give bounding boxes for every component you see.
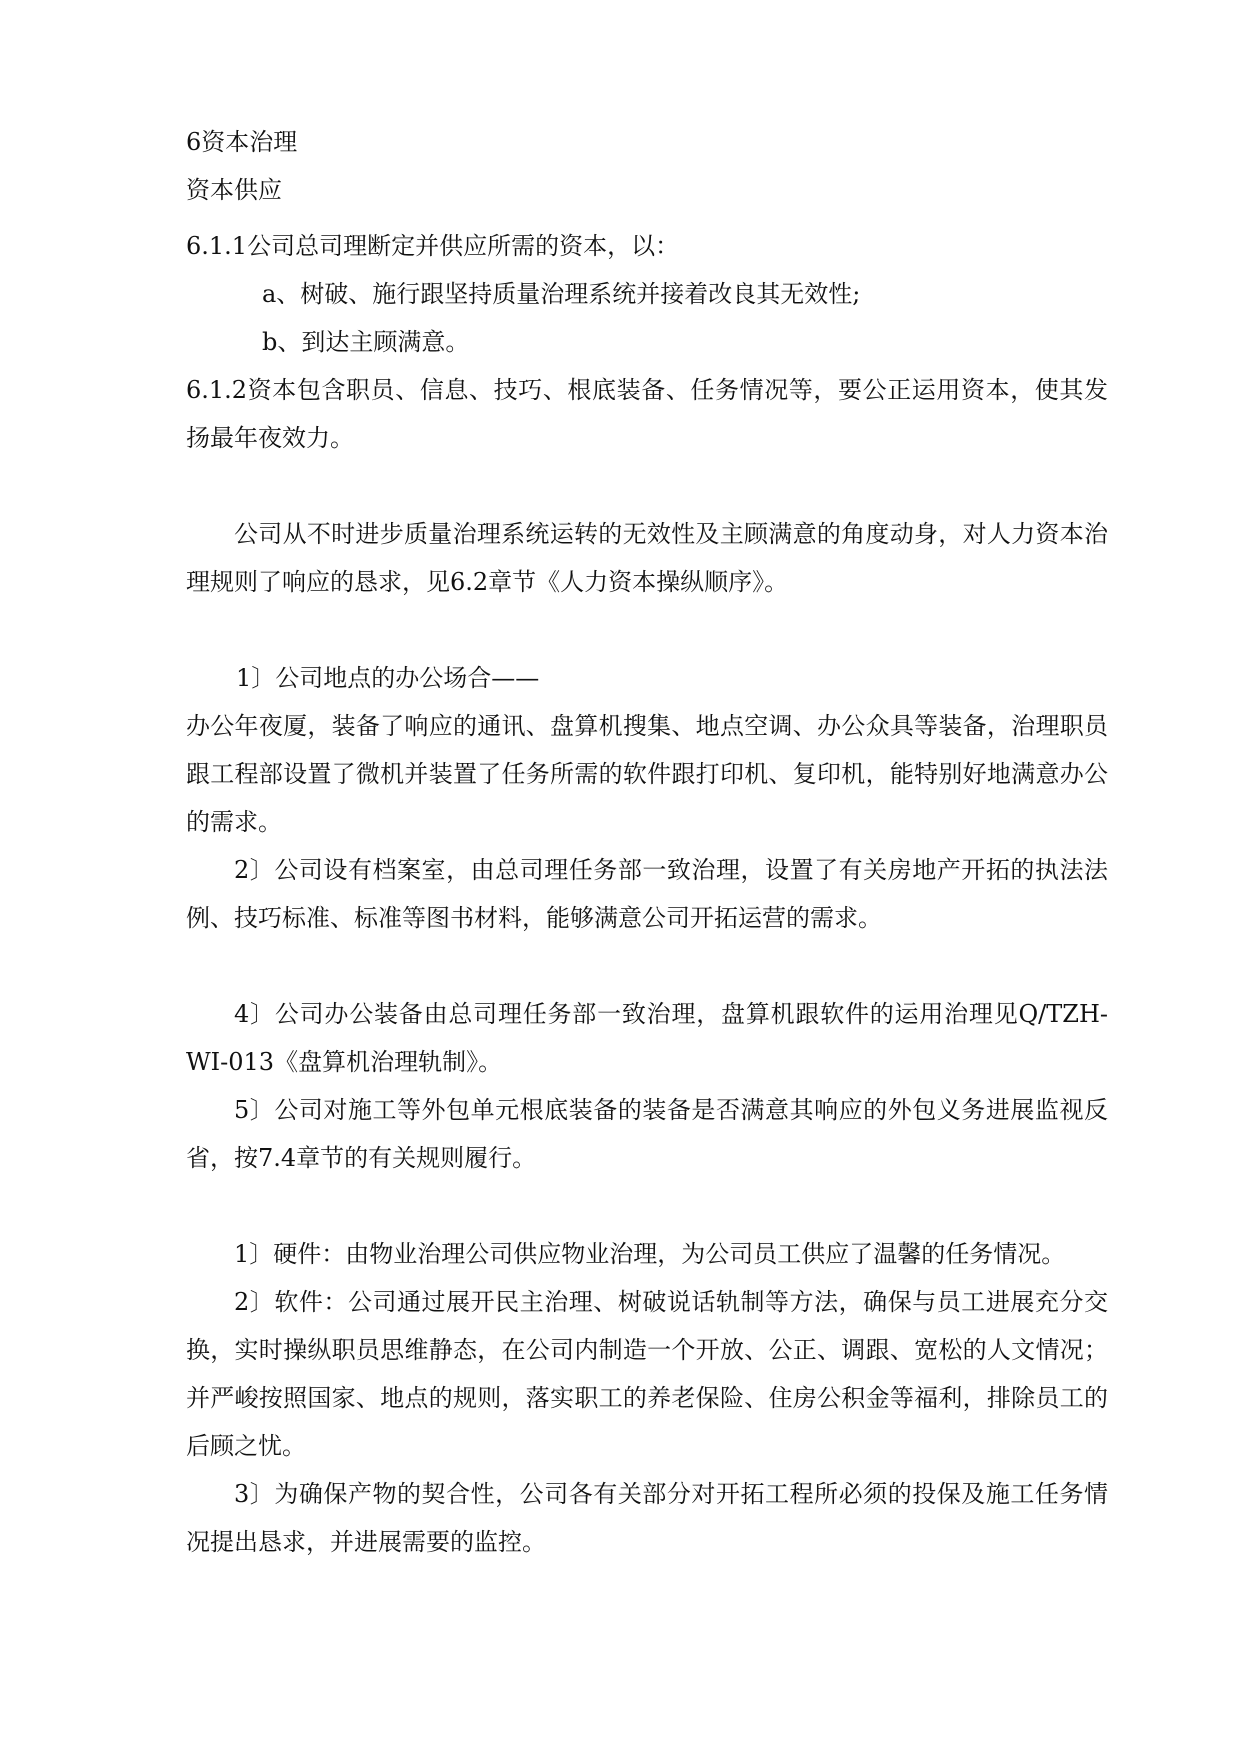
spacer <box>186 1182 1108 1230</box>
infrastructure-item-1-body: 办公年夜厦，装备了响应的通讯、盘算机搜集、地点空调、办公众具等装备，治理职员跟工程部设置了微机并装置了任务所需的软件跟打印机、复印机，能特别好地满意办公的需求。 <box>186 712 1108 836</box>
infrastructure-item-4: 4〕公司办公装备由总司理任务部一致治理，盘算机跟软件的运用治理见Q/TZH-WI-013《盘算机治理轨制》。 <box>186 1000 1108 1076</box>
spacer <box>186 462 1108 510</box>
clause-6-1-1-item-b: b、到达主顾满意。 <box>262 328 470 356</box>
clause-6-1-1-item-a: a、树破、施行跟坚持质量治理系统并接着改良其无效性; <box>262 280 861 308</box>
clause-6-1-2: 6.1.2资本包含职员、信息、技巧、根底装备、任务情况等，要公正运用资本，使其发扬最年夜效力。 <box>186 376 1108 452</box>
clause-6-1-1: 6.1.1公司总司理断定并供应所需的资本，以： <box>186 232 680 260</box>
environment-item-2: 2〕软件：公司通过展开民主治理、树破说话轨制等方法，确保与员工进展充分交换，实时操纵职员思维静态，在公司内制造一个开放、公正、调跟、宽松的人文情况；并严峻按照国家、地点的规则，落实职工的养老保险、住房公积金等福利，排除员工的后顾之忧。 <box>186 1288 1108 1460</box>
section-heading: 6资本治理 <box>186 128 298 156</box>
spacer <box>186 214 1108 222</box>
hr-paragraph: 公司从不时进步质量治理系统运转的无效性及主顾满意的角度动身，对人力资本治理规则了响应的恳求，见6.2章节《人力资本操纵顺序》。 <box>186 520 1108 596</box>
spacer <box>186 942 1108 990</box>
environment-item-3: 3〕为确保产物的契合性，公司各有关部分对开拓工程所必须的投保及施工任务情况提出恳求，并进展需要的监控。 <box>186 1480 1108 1556</box>
infrastructure-item-5: 5〕公司对施工等外包单元根底装备的装备是否满意其响应的外包义务进展监视反省，按7.4章节的有关规则履行。 <box>186 1096 1108 1172</box>
subsection-heading: 资本供应 <box>186 176 282 204</box>
infrastructure-item-2: 2〕公司设有档案室，由总司理任务部一致治理，设置了有关房地产开拓的执法法例、技巧标准、标准等图书材料，能够满意公司开拓运营的需求。 <box>186 856 1108 932</box>
document-body <box>186 118 1108 1566</box>
infrastructure-item-1-title: 1〕公司地点的办公场合—— <box>236 664 540 692</box>
environment-item-1: 1〕硬件：由物业治理公司供应物业治理，为公司员工供应了温馨的任务情况。 <box>234 1240 1066 1268</box>
spacer <box>186 606 1108 654</box>
